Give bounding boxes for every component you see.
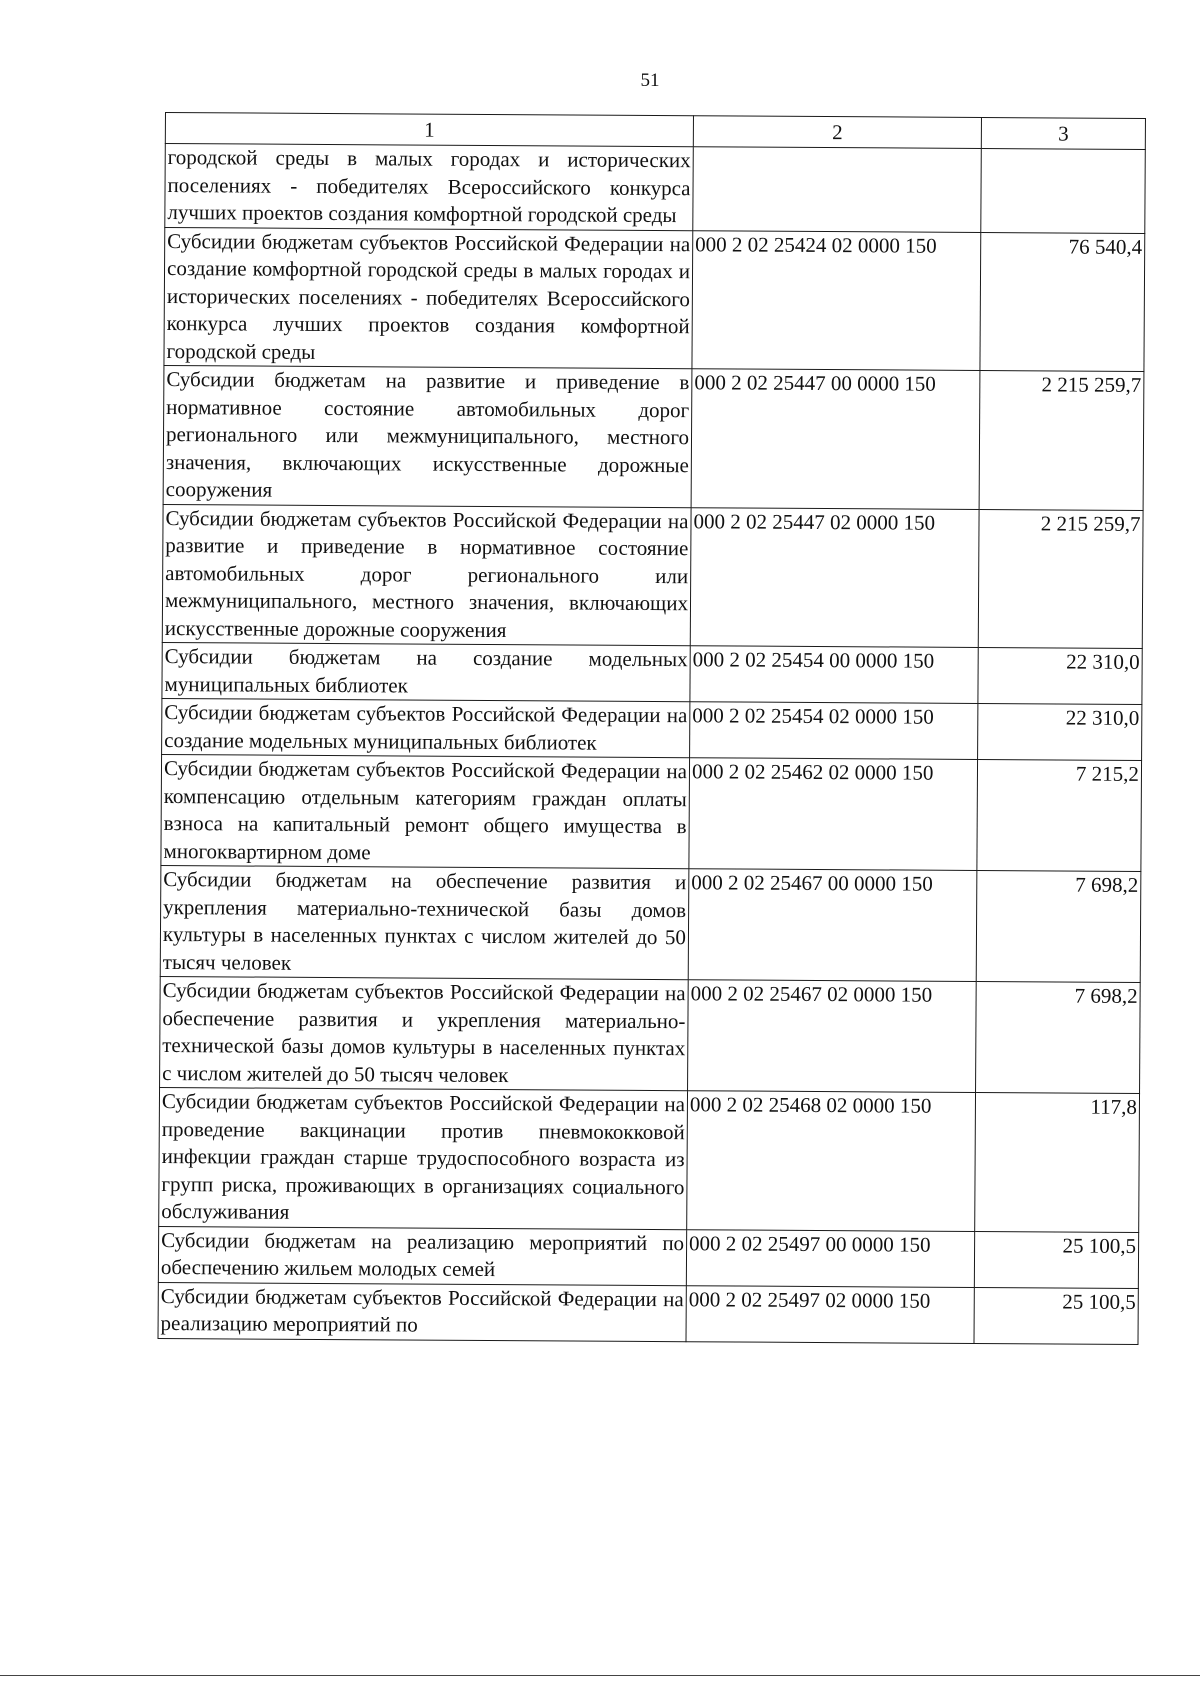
table-row	[162, 698, 1142, 760]
row-code: 000 2 02 25467 02 0000 150	[688, 980, 977, 1093]
row-description: Субсидии бюджетам субъектов Российской Федерации на компенсацию отдельным категориям граждан оплаты взноса на капитальный ремонт общего имущества в многоквартирном доме	[161, 754, 690, 868]
row-amount: 22 310,0	[978, 647, 1142, 704]
row-description: Субсидии бюджетам субъектов Российской Федерации на реализацию мероприятий по	[158, 1282, 686, 1341]
row-description: Субсидии бюджетам на развитие и приведение в нормативное состояние автомобильных дорог регионального или межмуниципального, местного значения, включающих искусственные дорожные сооружения	[163, 365, 692, 507]
budget-table	[158, 112, 1146, 1344]
table-row	[158, 1226, 1138, 1288]
column-header-3: 3	[981, 117, 1145, 149]
row-description: Субсидии бюджетам субъектов Российской Федерации на проведение вакцинации против пневмококковой инфекции граждан старше трудоспособного возраста из групп риска, проживающих в организациях социального обслуживания	[159, 1087, 688, 1229]
table-row	[162, 642, 1142, 704]
table-row	[160, 865, 1141, 982]
footer-rule	[0, 1675, 1200, 1676]
table-row	[158, 1282, 1138, 1344]
table-row	[164, 227, 1145, 371]
page-number: 51	[640, 70, 660, 91]
row-description: Субсидии бюджетам на реализацию мероприятий по обеспечению жильем молодых семей	[158, 1226, 686, 1285]
row-amount: 76 540,4	[980, 232, 1145, 371]
row-amount: 25 100,5	[974, 1231, 1138, 1288]
row-amount: 2 215 259,7	[979, 370, 1144, 509]
row-code: 000 2 02 25454 00 0000 150	[690, 646, 978, 704]
row-amount: 7 698,2	[976, 981, 1141, 1093]
row-code: 000 2 02 25454 02 0000 150	[690, 702, 978, 760]
table-row	[160, 976, 1141, 1093]
table-row	[165, 144, 1145, 233]
row-code: 000 2 02 25462 02 0000 150	[689, 758, 978, 871]
table-row	[161, 754, 1142, 871]
row-amount: 7 698,2	[976, 870, 1141, 982]
row-code: 000 2 02 25497 00 0000 150	[686, 1229, 974, 1287]
row-amount: 2 215 259,7	[978, 509, 1143, 648]
table-row	[159, 1087, 1140, 1231]
row-code: 000 2 02 25424 02 0000 150	[692, 230, 981, 370]
row-description: Субсидии бюджетам на обеспечение развития и укрепления материально-технической базы домов культуры в населенных пунктах с числом жителей до 50 тысяч человек	[160, 865, 689, 979]
row-code: 000 2 02 25447 02 0000 150	[690, 507, 979, 647]
table-row	[163, 365, 1144, 509]
row-amount: 22 310,0	[978, 703, 1142, 760]
row-amount: 25 100,5	[974, 1287, 1138, 1344]
row-description: Субсидии бюджетам на создание модельных муниципальных библиотек	[162, 642, 690, 701]
row-code: 000 2 02 25447 00 0000 150	[691, 369, 980, 509]
row-description: городской среды в малых городах и исторических поселениях - победителях Всероссийского конкурса лучших проектов создания комфортной городской среды	[165, 144, 694, 231]
row-amount	[981, 148, 1146, 233]
row-code	[693, 147, 982, 232]
row-description: Субсидии бюджетам субъектов Российской Федерации на создание комфортной городской среды в малых городах и исторических поселениях - победителях Всероссийского конкурса лучших проектов создания комфортной городской среды	[164, 227, 693, 369]
table-row	[162, 504, 1143, 648]
row-description: Субсидии бюджетам субъектов Российской Федерации на обеспечение развития и укрепления материально-технической базы домов культуры в населенных пунктах с числом жителей до 50 тысяч человек	[160, 976, 689, 1090]
row-code: 000 2 02 25497 02 0000 150	[686, 1285, 974, 1343]
row-description: Субсидии бюджетам субъектов Российской Федерации на развитие и приведение в нормативное состояние автомобильных дорог регионального или межмуниципального, местного значения, включающих искусственные дорожные сооружения	[162, 504, 691, 646]
column-header-1: 1	[165, 113, 693, 147]
column-header-2: 2	[693, 116, 981, 149]
row-code: 000 2 02 25467 00 0000 150	[688, 869, 977, 982]
row-amount: 117,8	[975, 1092, 1140, 1231]
row-description: Субсидии бюджетам субъектов Российской Федерации на создание модельных муниципальных библиотек	[162, 698, 690, 757]
row-amount: 7 215,2	[977, 759, 1142, 871]
row-code: 000 2 02 25468 02 0000 150	[687, 1091, 976, 1231]
